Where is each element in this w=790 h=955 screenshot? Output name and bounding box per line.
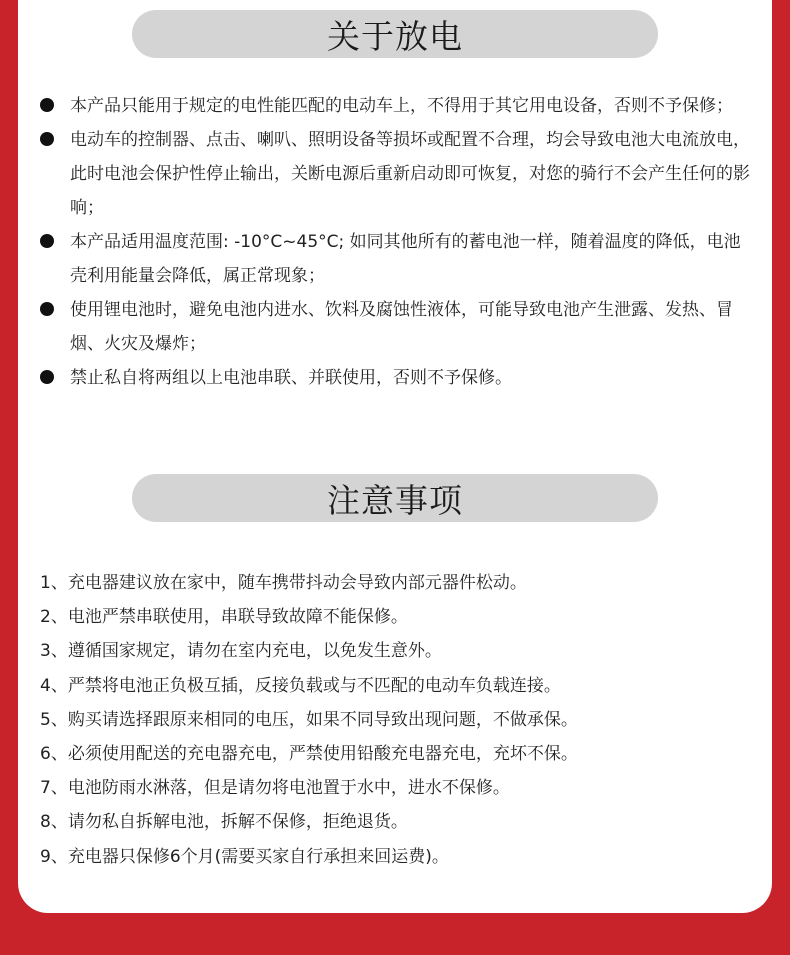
bullet-dot-icon [40,302,54,316]
list-item: 6、必须使用配送的充电器充电，严禁使用铅酸充电器充电，充坏不保。 [40,744,578,765]
section-title-discharge [132,10,658,58]
list-item-text: 使用锂电池时，避免电池内进水、饮料及腐蚀性液体，可能导致电池产生泄露、发热、冒烟、火灾及爆炸； [70,300,733,354]
list-item-text: 本产品只能用于规定的电性能匹配的电动车上，不得用于其它用电设备，否则不予保修； [70,96,733,116]
bullet-dot-icon [40,98,54,112]
list-item [40,89,754,123]
list-item: 4、严禁将电池正负极互插，反接负载或与不匹配的电动车负载连接。 [40,675,561,696]
list-item-text: 电动车的控制器、点击、喇叭、照明设备等损坏或配置不合理，均会导致电池大电流放电，此时电池会保护性停止输出，关断电源后重新启动即可恢复，对您的骑行不会产生任何的影响； [70,130,750,218]
list-item [40,361,754,395]
discharge-bullet-list [40,89,754,395]
list-item: 8、请勿私自拆解电池，拆解不保修，拒绝退货。 [40,812,408,833]
notes-numbered-list [40,566,754,874]
bullet-dot-icon [40,370,54,384]
list-item-text: 本产品适用温度范围: -10°C~45°C; 如同其他所有的蓄电池一样，随着温度的降低，电池壳利用能量会降低，属正常现象； [70,232,741,286]
section-title-discharge-text: 关于放电 [327,16,463,56]
list-item: 7、电池防雨水淋落，但是请勿将电池置于水中，进水不保修。 [40,778,510,799]
list-item: 3、遵循国家规定，请勿在室内充电，以免发生意外。 [40,641,442,662]
content-card [18,0,772,913]
list-item [40,225,754,293]
bullet-dot-icon [40,132,54,146]
list-item: 2、电池严禁串联使用，串联导致故障不能保修。 [40,607,408,628]
list-item-text: 禁止私自将两组以上电池串联、并联使用，否则不予保修。 [70,368,512,388]
list-item: 1、充电器建议放在家中，随车携带抖动会导致内部元器件松动。 [40,573,527,593]
list-item: 9、充电器只保修6个月(需要买家自行承担来回运费)。 [40,846,449,867]
bullet-dot-icon [40,234,54,248]
list-item [40,123,754,225]
section-title-notes [132,474,658,522]
list-item: 5、购买请选择跟原来相同的电压，如果不同导致出现问题，不做承保。 [40,709,578,730]
list-item [40,293,754,361]
section-title-notes-text: 注意事项 [327,480,463,520]
